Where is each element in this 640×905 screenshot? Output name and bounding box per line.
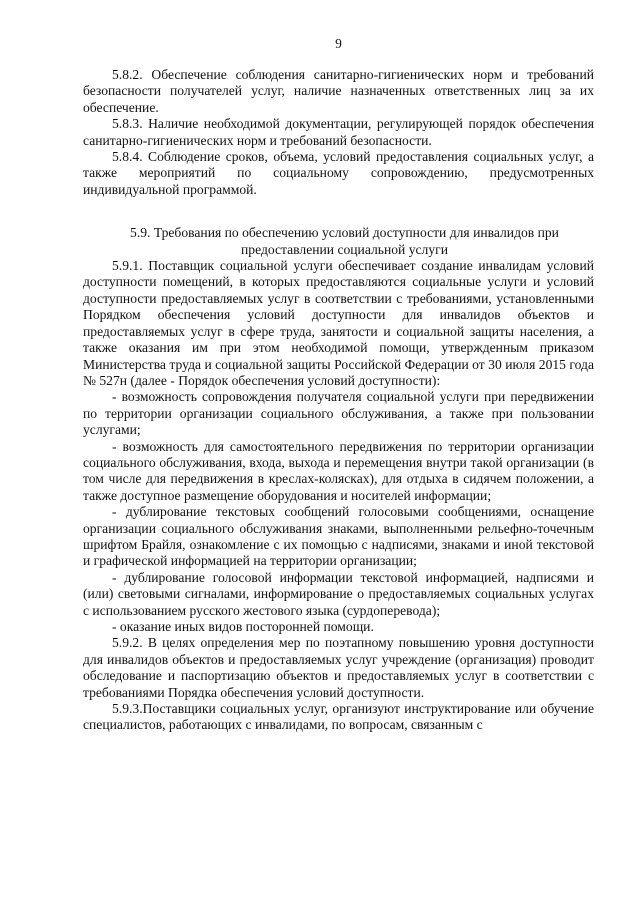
list-item-escort: - возможность сопровождения получателя социальной услуги при передвижении по территории организации социального обслуживания, а также при пользовании услугами;: [83, 389, 594, 438]
list-item-voice-duplication: - дублирование голосовой информации текстовой информацией, надписями и (или) световыми сигналами, информирование о предоставляемых социальных услугах с использованием русского жестового языка (сурдоперевода);: [83, 569, 594, 618]
section-heading-line-2: предоставлении социальной услуги: [241, 241, 448, 257]
list-item-other-help: - оказание иных видов посторонней помощи.: [112, 619, 374, 634]
paragraph-5-8-2: 5.8.2. Обеспечение соблюдения санитарно-гигиенических норм и требований безопасности получателей услуг, наличие назначенных ответственных лиц за их обеспечение.: [83, 67, 594, 115]
paragraph-5-9-3: 5.9.3.Поставщики социальных услуг, организуют инструктирование или обучение специалистов, работающих с инвалидами, по вопросам, связанным с: [83, 701, 594, 733]
page-number: 9: [335, 36, 342, 51]
section-heading-5-9: [83, 225, 594, 258]
paragraph-5-9-1: 5.9.1. Поставщик социальной услуги обеспечивает создание инвалидам условий доступности помещений, в которых предоставляются социальные услуги и условий доступности предоставляемых услуг в соответствии с требованиями, установленными Порядком обеспечения условий доступности для инвалидов объектов и предоставляемых услуг в сфере труда, занятости и социальной защиты населения, а также оказания им при этом необходимой помощи, утвержденным приказом Министерства труда и социальной защиты Российской Федерации от 30 июля 2015 года № 527н (далее - Порядок обеспечения условий доступности):: [83, 258, 594, 388]
paragraph-5-9-2: 5.9.2. В целях определения мер по поэтапному повышению уровня доступности для инвалидов объектов и предоставляемых услуг учреждение (организация) проводит обследование и паспортизацию объектов и предоставляемых услуг в соответствии с требованиями Порядка обеспечения условий доступности.: [83, 635, 594, 700]
list-item-independent-movement: - возможность для самостоятельного передвижения по территории организации социального обслуживания, входа, выхода и перемещения внутри такой организации (в том числе для передвижения в креслах-колясках), для отдыха в сидячем положении, а также доступное размещение оборудования и носителей информации;: [83, 438, 594, 503]
paragraph-5-8-4: 5.8.4. Соблюдение сроков, объема, условий предоставления социальных услуг, а также мероприятий по социальному сопровождению, предусмотренных индивидуальной программой.: [83, 149, 594, 197]
paragraph-5-8-3: 5.8.3. Наличие необходимой документации, регулирующей порядок обеспечения санитарно-гигиенических норм и требований безопасности.: [83, 116, 594, 148]
list-item-text-duplication: - дублирование текстовых сообщений голосовыми сообщениями, оснащение организации социального обслуживания знаками, выполненными рельефно-точечным шрифтом Брайля, ознакомление с их помощью с надписями, знаками и иной текстовой и графической информацией на территории организации;: [83, 504, 594, 569]
section-heading-line-1: 5.9. Требования по обеспечению условий доступности для инвалидов при: [130, 225, 559, 241]
